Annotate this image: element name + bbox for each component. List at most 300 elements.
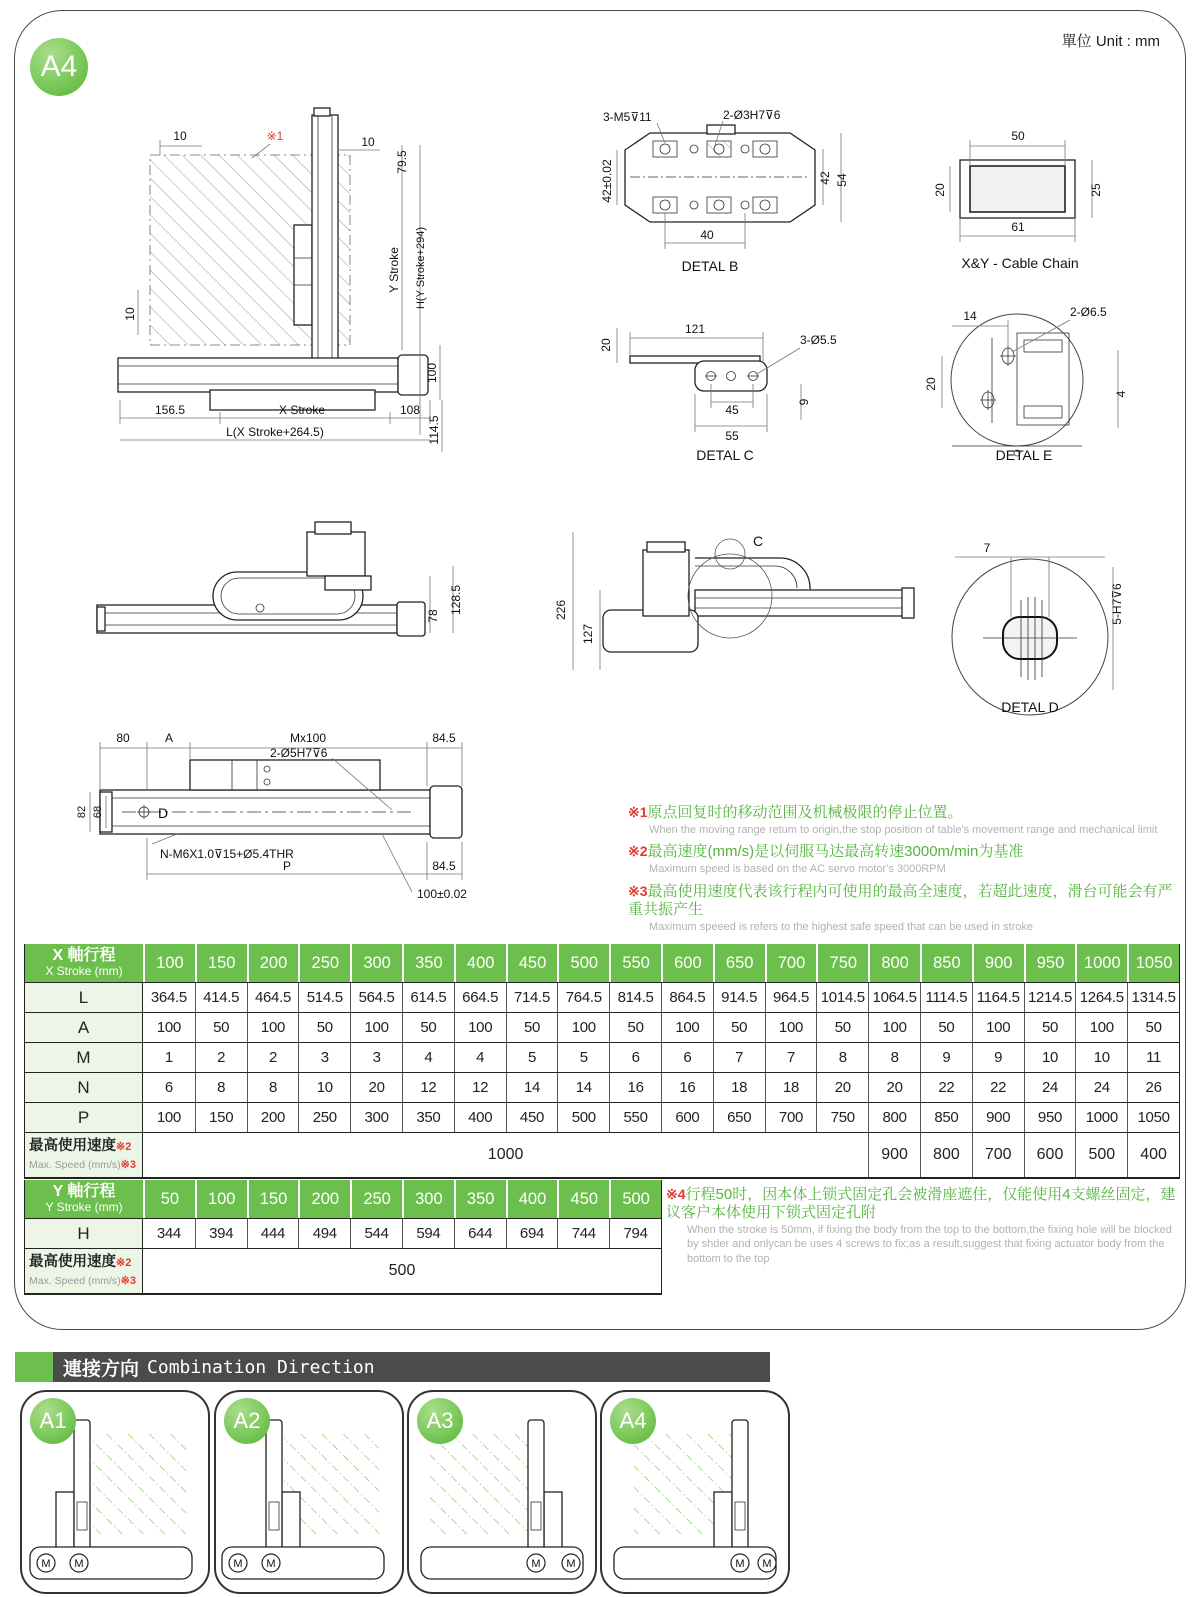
drawing-detail-e xyxy=(912,298,1142,463)
x-table-value: 6 xyxy=(609,1043,661,1072)
y-table-value: 544 xyxy=(350,1219,402,1248)
panel-badge-label: A1 xyxy=(39,1408,67,1433)
y-table-column-header: 50 xyxy=(143,1180,195,1218)
speed-ref-3: ※3 xyxy=(120,1159,136,1172)
x-table-value: 50 xyxy=(920,1013,972,1042)
x-table-column-header: 1050 xyxy=(1127,944,1179,982)
x-table-column-header: 700 xyxy=(765,944,817,982)
x-table-value: 16 xyxy=(609,1073,661,1102)
note-text-zh: 原点回复时的移动范围及机械极限的停止位置。 xyxy=(647,804,963,821)
x-table-row-L xyxy=(25,982,1179,1012)
x-table-value: 6 xyxy=(661,1043,713,1072)
x-table-column-header: 600 xyxy=(661,944,713,982)
x-table-value: 550 xyxy=(609,1103,661,1132)
x-table-column-header: 900 xyxy=(972,944,1024,982)
drawing-side-view xyxy=(85,520,485,655)
x-table-value: 8 xyxy=(816,1043,868,1072)
svg-text:10: 10 xyxy=(123,307,137,321)
x-table-value: 850 xyxy=(920,1103,972,1132)
x-table-value: 964.5 xyxy=(765,983,817,1012)
note-text-en: When the stroke is 50mm, if fixing the body from the top to the bottom,the fixing hole will be blocked by shder and onlycan be uses 4 screws to fix;as a result,suggest that fixing actuator body from the bottom to the top xyxy=(687,1224,1172,1265)
x-table-column-header: 750 xyxy=(816,944,868,982)
y-table-column-header: 400 xyxy=(506,1180,558,1218)
svg-text:78: 78 xyxy=(426,609,440,623)
x-table-value: 7 xyxy=(765,1043,817,1072)
x-table-value: 14 xyxy=(557,1073,609,1102)
x-table-value: 18 xyxy=(765,1073,817,1102)
speed-ref-3: ※3 xyxy=(120,1275,136,1288)
x-table-value: 364.5 xyxy=(143,983,195,1012)
drawing-detail-b xyxy=(595,105,850,275)
svg-text:7: 7 xyxy=(983,541,991,555)
x-table-value: 12 xyxy=(402,1073,454,1102)
row-values xyxy=(143,1219,661,1248)
panel-badge-label: A4 xyxy=(619,1408,647,1433)
x-table-row-A xyxy=(25,1012,1179,1042)
x-table-row-P xyxy=(25,1102,1179,1132)
y-table-header-row xyxy=(25,1180,661,1218)
y-table-value: 594 xyxy=(402,1219,454,1248)
panel-badge xyxy=(30,1398,76,1444)
panel-badge xyxy=(417,1398,463,1444)
panel-badge-label: A3 xyxy=(426,1408,454,1433)
x-table-value: 9 xyxy=(920,1043,972,1072)
combination-section-header xyxy=(15,1352,770,1382)
svg-text:D: D xyxy=(158,805,169,821)
x-table-value: 18 xyxy=(713,1073,765,1102)
y-table-speed-row xyxy=(25,1248,661,1295)
x-table-column-header: 450 xyxy=(506,944,558,982)
y-table-columns xyxy=(143,1180,661,1218)
x-table-value: 8 xyxy=(247,1073,299,1102)
drawing-detail-d xyxy=(925,512,1140,717)
x-table-value: 2 xyxy=(195,1043,247,1072)
svg-text:156.5: 156.5 xyxy=(154,403,186,417)
y-stroke-table xyxy=(24,1180,662,1295)
panel-badge-label: A2 xyxy=(233,1408,261,1433)
svg-text:40: 40 xyxy=(700,228,714,242)
y-table-column-header: 150 xyxy=(247,1180,299,1218)
x-table-value: 150 xyxy=(195,1103,247,1132)
x-table-row-N xyxy=(25,1072,1179,1102)
combination-panel-a4 xyxy=(600,1390,790,1594)
x-table-value: 10 xyxy=(298,1073,350,1102)
x-table-column-header: 950 xyxy=(1024,944,1076,982)
svg-text:55: 55 xyxy=(725,429,739,443)
speed-ref-2: ※2 xyxy=(116,1257,132,1270)
row-label: H xyxy=(25,1219,143,1248)
row-label: P xyxy=(25,1103,143,1132)
x-table-value: 100 xyxy=(765,1013,817,1042)
x-table-value: 20 xyxy=(868,1073,920,1102)
x-table-value: 4 xyxy=(402,1043,454,1072)
x-table-column-header: 1000 xyxy=(1075,944,1127,982)
x-table-speed-value: 1000 xyxy=(143,1133,868,1177)
svg-text:P: P xyxy=(282,859,292,873)
svg-text:20: 20 xyxy=(933,183,947,197)
unit-label: 單位 Unit : mm xyxy=(1061,33,1160,50)
speed-values xyxy=(143,1249,661,1293)
x-table-column-header: 250 xyxy=(298,944,350,982)
x-table-speed-value: 400 xyxy=(1127,1133,1179,1177)
y-table-column-header: 100 xyxy=(195,1180,247,1218)
note-4-block xyxy=(666,1186,1180,1272)
svg-text:X Stroke: X Stroke xyxy=(278,403,326,417)
speed-values xyxy=(143,1133,1179,1177)
drawing-cable-chain xyxy=(930,118,1115,273)
row-values xyxy=(143,983,1179,1012)
row-values xyxy=(143,1103,1179,1132)
x-table-column-header: 400 xyxy=(454,944,506,982)
x-table-value: 900 xyxy=(972,1103,1024,1132)
x-table-value: 564.5 xyxy=(350,983,402,1012)
x-table-value: 2 xyxy=(247,1043,299,1072)
y-table-title-en: Y Stroke (mm) xyxy=(45,1200,123,1215)
x-table-value: 914.5 xyxy=(713,983,765,1012)
x-table-column-header: 650 xyxy=(713,944,765,982)
x-table-speed-value: 800 xyxy=(920,1133,972,1177)
x-table-column-header: 300 xyxy=(350,944,402,982)
note-ref: ※3 xyxy=(628,882,648,899)
x-table-value: 650 xyxy=(713,1103,765,1132)
y-table-column-header: 200 xyxy=(298,1180,350,1218)
note-text-zh: 行程50时，因本体上锁式固定孔会被滑座遮住，仅能使用4支螺丝固定，建议客户本体使用下锁式固定孔附 xyxy=(666,1186,1176,1221)
svg-text:82: 82 xyxy=(76,805,88,819)
x-table-value: 814.5 xyxy=(609,983,661,1012)
svg-text:5-H7⊽6: 5-H7⊽6 xyxy=(1110,583,1124,625)
x-table-value: 100 xyxy=(143,1013,195,1042)
speed-ref-2: ※2 xyxy=(116,1141,132,1154)
row-label: L xyxy=(25,983,143,1012)
y-table-column-header: 250 xyxy=(350,1180,402,1218)
svg-text:108: 108 xyxy=(399,403,421,417)
x-table-column-header: 500 xyxy=(557,944,609,982)
x-table-title-en: X Stroke (mm) xyxy=(45,964,123,979)
svg-text:10: 10 xyxy=(361,135,375,149)
combination-panel-a3 xyxy=(407,1390,597,1594)
x-table-value: 10 xyxy=(1024,1043,1076,1072)
svg-text:128.5: 128.5 xyxy=(449,584,463,616)
combination-panel-a1 xyxy=(20,1390,210,1594)
x-stroke-table xyxy=(24,944,1180,1179)
x-table-value: 350 xyxy=(402,1103,454,1132)
note-ref: ※4 xyxy=(666,1186,686,1202)
svg-text:50: 50 xyxy=(1011,129,1025,143)
x-table-value: 50 xyxy=(195,1013,247,1042)
x-table-value: 864.5 xyxy=(661,983,713,1012)
row-values xyxy=(143,1043,1179,1072)
speed-label-en: Max. Speed (mm/s) xyxy=(29,1159,121,1172)
x-table-value: 1264.5 xyxy=(1075,983,1127,1012)
y-table-value: 744 xyxy=(557,1219,609,1248)
svg-text:M: M xyxy=(233,1558,243,1570)
svg-text:10: 10 xyxy=(173,129,187,143)
drawing-mid-view xyxy=(545,492,935,687)
x-table-value: 100 xyxy=(350,1013,402,1042)
x-table-value: 3 xyxy=(298,1043,350,1072)
y-table-value: 444 xyxy=(247,1219,299,1248)
svg-text:20: 20 xyxy=(599,338,613,352)
x-table-value: 7 xyxy=(713,1043,765,1072)
svg-text:14: 14 xyxy=(963,309,977,323)
svg-text:4: 4 xyxy=(1114,390,1128,398)
note-ref: ※2 xyxy=(628,843,648,860)
svg-text:DETAL D: DETAL D xyxy=(1001,699,1059,715)
x-table-value: 24 xyxy=(1024,1073,1076,1102)
x-table-value: 1064.5 xyxy=(868,983,920,1012)
x-table-column-header: 550 xyxy=(609,944,661,982)
svg-text:25: 25 xyxy=(1089,183,1103,197)
x-table-value: 764.5 xyxy=(557,983,609,1012)
y-table-column-header: 500 xyxy=(609,1180,661,1218)
note-text-zh: 最高速度(mm/s)是以伺服马达最高转速3000m/min为基准 xyxy=(647,843,1024,861)
x-table-title-zh: X 軸行程 xyxy=(52,947,116,965)
svg-text:M: M xyxy=(531,1558,541,1570)
note-3 xyxy=(628,883,1180,934)
x-table-value: 1314.5 xyxy=(1127,983,1179,1012)
x-table-value: 50 xyxy=(816,1013,868,1042)
x-table-value: 50 xyxy=(402,1013,454,1042)
x-table-speed-value: 700 xyxy=(972,1133,1024,1177)
panel-badge xyxy=(610,1398,656,1444)
x-table-value: 50 xyxy=(506,1013,558,1042)
svg-text:84.5: 84.5 xyxy=(432,731,456,745)
note-text-en: When the moving range retum to origin,the stop position of table's movement range and mechanical limit xyxy=(649,824,1158,836)
svg-text:80: 80 xyxy=(116,731,130,745)
svg-text:M: M xyxy=(74,1558,84,1570)
drawing-main-view xyxy=(90,100,470,455)
notes-block xyxy=(628,804,1180,940)
svg-text:X&Y - Cable Chain: X&Y - Cable Chain xyxy=(961,255,1079,271)
x-table-value: 100 xyxy=(1075,1013,1127,1042)
x-table-value: 9 xyxy=(972,1043,1024,1072)
svg-text:84.5: 84.5 xyxy=(432,859,456,873)
drawing-top-view xyxy=(76,712,512,902)
x-table-value: 1000 xyxy=(1075,1103,1127,1132)
y-table-row-H xyxy=(25,1218,661,1248)
row-label: A xyxy=(25,1013,143,1042)
svg-text:121: 121 xyxy=(684,322,706,336)
x-table-value: 100 xyxy=(661,1013,713,1042)
x-table-column-header: 200 xyxy=(247,944,299,982)
x-table-value: 450 xyxy=(506,1103,558,1132)
note-text-en: Maximum speeed is refers to the highest safe speed that can be used in stroke xyxy=(649,920,1033,933)
svg-text:※1: ※1 xyxy=(266,129,284,143)
y-table-speed-value: 500 xyxy=(143,1249,661,1293)
note-ref: ※1 xyxy=(628,804,648,820)
model-badge-label: A4 xyxy=(40,50,78,83)
svg-text:68: 68 xyxy=(92,805,104,819)
x-table-speed-value: 900 xyxy=(868,1133,920,1177)
x-table-value: 14 xyxy=(506,1073,558,1102)
speed-row-label xyxy=(25,1249,143,1293)
x-table-value: 5 xyxy=(506,1043,558,1072)
x-table-value: 600 xyxy=(661,1103,713,1132)
y-table-title-zh: Y 軸行程 xyxy=(52,1183,116,1201)
svg-text:3-M5⊽11: 3-M5⊽11 xyxy=(603,110,652,124)
x-table-row-M xyxy=(25,1042,1179,1072)
svg-text:61: 61 xyxy=(1011,220,1025,234)
x-table-value: 664.5 xyxy=(454,983,506,1012)
note-1 xyxy=(628,804,1180,837)
x-table-value: 8 xyxy=(195,1073,247,1102)
x-table-value: 1050 xyxy=(1127,1103,1179,1132)
svg-text:226: 226 xyxy=(554,599,568,621)
x-table-header-row xyxy=(25,944,1179,982)
svg-text:Y Stroke: Y Stroke xyxy=(387,247,401,293)
row-label: N xyxy=(25,1073,143,1102)
svg-text:M: M xyxy=(266,1558,276,1570)
x-table-value: 24 xyxy=(1075,1073,1127,1102)
x-table-columns xyxy=(143,944,1179,982)
drawing-detail-c xyxy=(595,298,855,463)
svg-text:42±0.02: 42±0.02 xyxy=(600,159,614,203)
x-table-value: 16 xyxy=(661,1073,713,1102)
svg-text:M: M xyxy=(566,1558,576,1570)
svg-text:A: A xyxy=(164,731,174,745)
svg-text:M: M xyxy=(762,1558,772,1570)
x-table-value: 50 xyxy=(298,1013,350,1042)
x-table-value: 700 xyxy=(765,1103,817,1132)
x-table-column-header: 100 xyxy=(143,944,195,982)
svg-text:H(Y Stroke+294): H(Y Stroke+294) xyxy=(415,226,427,310)
x-table-value: 800 xyxy=(868,1103,920,1132)
svg-text:2-Ø6.5: 2-Ø6.5 xyxy=(1070,305,1107,319)
x-table-value: 50 xyxy=(1024,1013,1076,1042)
x-table-value: 500 xyxy=(557,1103,609,1132)
x-table-value: 20 xyxy=(816,1073,868,1102)
y-table-column-header: 450 xyxy=(557,1180,609,1218)
x-table-value: 1014.5 xyxy=(816,983,868,1012)
x-table-value: 3 xyxy=(350,1043,402,1072)
y-table-column-header: 350 xyxy=(454,1180,506,1218)
note-4 xyxy=(666,1186,1180,1266)
svg-text:2-Ø3H7⊽6: 2-Ø3H7⊽6 xyxy=(723,108,781,122)
svg-text:M: M xyxy=(735,1558,745,1570)
svg-text:42: 42 xyxy=(818,171,832,185)
x-table-value: 22 xyxy=(920,1073,972,1102)
x-table-value: 26 xyxy=(1127,1073,1179,1102)
x-table-value: 100 xyxy=(972,1013,1024,1042)
section-title-en: Combination Direction xyxy=(147,1356,375,1378)
y-table-corner-cell xyxy=(25,1180,143,1218)
x-table-value: 300 xyxy=(350,1103,402,1132)
y-table-value: 344 xyxy=(143,1219,195,1248)
x-table-value: 1114.5 xyxy=(920,983,972,1012)
svg-text:114.5: 114.5 xyxy=(427,415,441,445)
x-table-speed-row xyxy=(25,1132,1179,1179)
x-table-column-header: 150 xyxy=(195,944,247,982)
svg-text:2-Ø5H7⊽6: 2-Ø5H7⊽6 xyxy=(270,746,328,760)
x-table-value: 1164.5 xyxy=(972,983,1024,1012)
note-2 xyxy=(628,843,1180,876)
x-table-value: 10 xyxy=(1075,1043,1127,1072)
combination-panel-a2 xyxy=(214,1390,404,1594)
x-table-value: 100 xyxy=(247,1013,299,1042)
svg-text:DETAL B: DETAL B xyxy=(681,258,739,274)
svg-text:M: M xyxy=(41,1558,51,1570)
svg-text:127: 127 xyxy=(581,623,595,645)
x-table-value: 5 xyxy=(557,1043,609,1072)
x-table-value: 250 xyxy=(298,1103,350,1132)
x-table-value: 8 xyxy=(868,1043,920,1072)
row-label: M xyxy=(25,1043,143,1072)
speed-label-zh: 最高使用速度 xyxy=(29,1138,116,1155)
y-table-value: 644 xyxy=(454,1219,506,1248)
svg-text:20: 20 xyxy=(924,377,938,391)
x-table-value: 100 xyxy=(454,1013,506,1042)
svg-text:100±0.02: 100±0.02 xyxy=(417,887,467,901)
speed-label-zh: 最高使用速度 xyxy=(29,1254,116,1271)
x-table-speed-value: 600 xyxy=(1024,1133,1076,1177)
x-table-value: 11 xyxy=(1127,1043,1179,1072)
svg-text:DETAL C: DETAL C xyxy=(696,447,754,463)
x-table-value: 50 xyxy=(713,1013,765,1042)
x-table-value: 12 xyxy=(454,1073,506,1102)
work-area-hatch xyxy=(429,1434,528,1534)
svg-text:9: 9 xyxy=(797,398,811,406)
svg-text:N-M6X1.0⊽15+Ø5.4THR: N-M6X1.0⊽15+Ø5.4THR xyxy=(160,847,294,861)
x-table-value: 200 xyxy=(247,1103,299,1132)
section-header-accent xyxy=(15,1352,53,1382)
svg-text:DETAL E: DETAL E xyxy=(995,447,1053,463)
svg-text:54: 54 xyxy=(835,173,849,187)
x-table-column-header: 350 xyxy=(402,944,454,982)
svg-text:C: C xyxy=(753,533,764,549)
y-table-value: 794 xyxy=(609,1219,661,1248)
x-table-value: 6 xyxy=(143,1073,195,1102)
x-table-value: 1 xyxy=(143,1043,195,1072)
x-table-value: 100 xyxy=(868,1013,920,1042)
section-title-zh: 連接方向 xyxy=(63,1358,140,1380)
svg-text:79.5: 79.5 xyxy=(395,150,409,174)
speed-row-label xyxy=(25,1133,143,1177)
y-table-value: 494 xyxy=(298,1219,350,1248)
x-table-value: 514.5 xyxy=(298,983,350,1012)
x-table-value: 50 xyxy=(609,1013,661,1042)
x-table-value: 50 xyxy=(1127,1013,1179,1042)
x-table-value: 100 xyxy=(557,1013,609,1042)
x-table-value: 1214.5 xyxy=(1024,983,1076,1012)
x-table-value: 100 xyxy=(143,1103,195,1132)
x-table-corner-cell xyxy=(25,944,143,982)
x-table-value: 714.5 xyxy=(506,983,558,1012)
y-table-value: 694 xyxy=(506,1219,558,1248)
y-table-value: 394 xyxy=(195,1219,247,1248)
x-table-value: 464.5 xyxy=(247,983,299,1012)
panel-badge xyxy=(224,1398,270,1444)
svg-text:100: 100 xyxy=(425,362,439,384)
x-table-value: 4 xyxy=(454,1043,506,1072)
x-table-value: 614.5 xyxy=(402,983,454,1012)
speed-label-en: Max. Speed (mm/s) xyxy=(29,1275,121,1288)
svg-text:3-Ø5.5: 3-Ø5.5 xyxy=(800,333,837,347)
row-values xyxy=(143,1013,1179,1042)
x-table-value: 414.5 xyxy=(195,983,247,1012)
x-table-value: 400 xyxy=(454,1103,506,1132)
x-table-value: 950 xyxy=(1024,1103,1076,1132)
x-table-column-header: 800 xyxy=(868,944,920,982)
model-badge xyxy=(30,38,88,96)
x-table-column-header: 850 xyxy=(920,944,972,982)
work-area-hatch xyxy=(92,1434,187,1534)
svg-text:L(X Stroke+264.5): L(X Stroke+264.5) xyxy=(226,425,324,439)
svg-text:45: 45 xyxy=(725,403,739,417)
x-table-value: 750 xyxy=(816,1103,868,1132)
note-text-en: Maximum speed is based on the AC servo motor's 3000RPM xyxy=(649,863,946,876)
y-table-column-header: 300 xyxy=(402,1180,454,1218)
x-table-speed-value: 500 xyxy=(1075,1133,1127,1177)
